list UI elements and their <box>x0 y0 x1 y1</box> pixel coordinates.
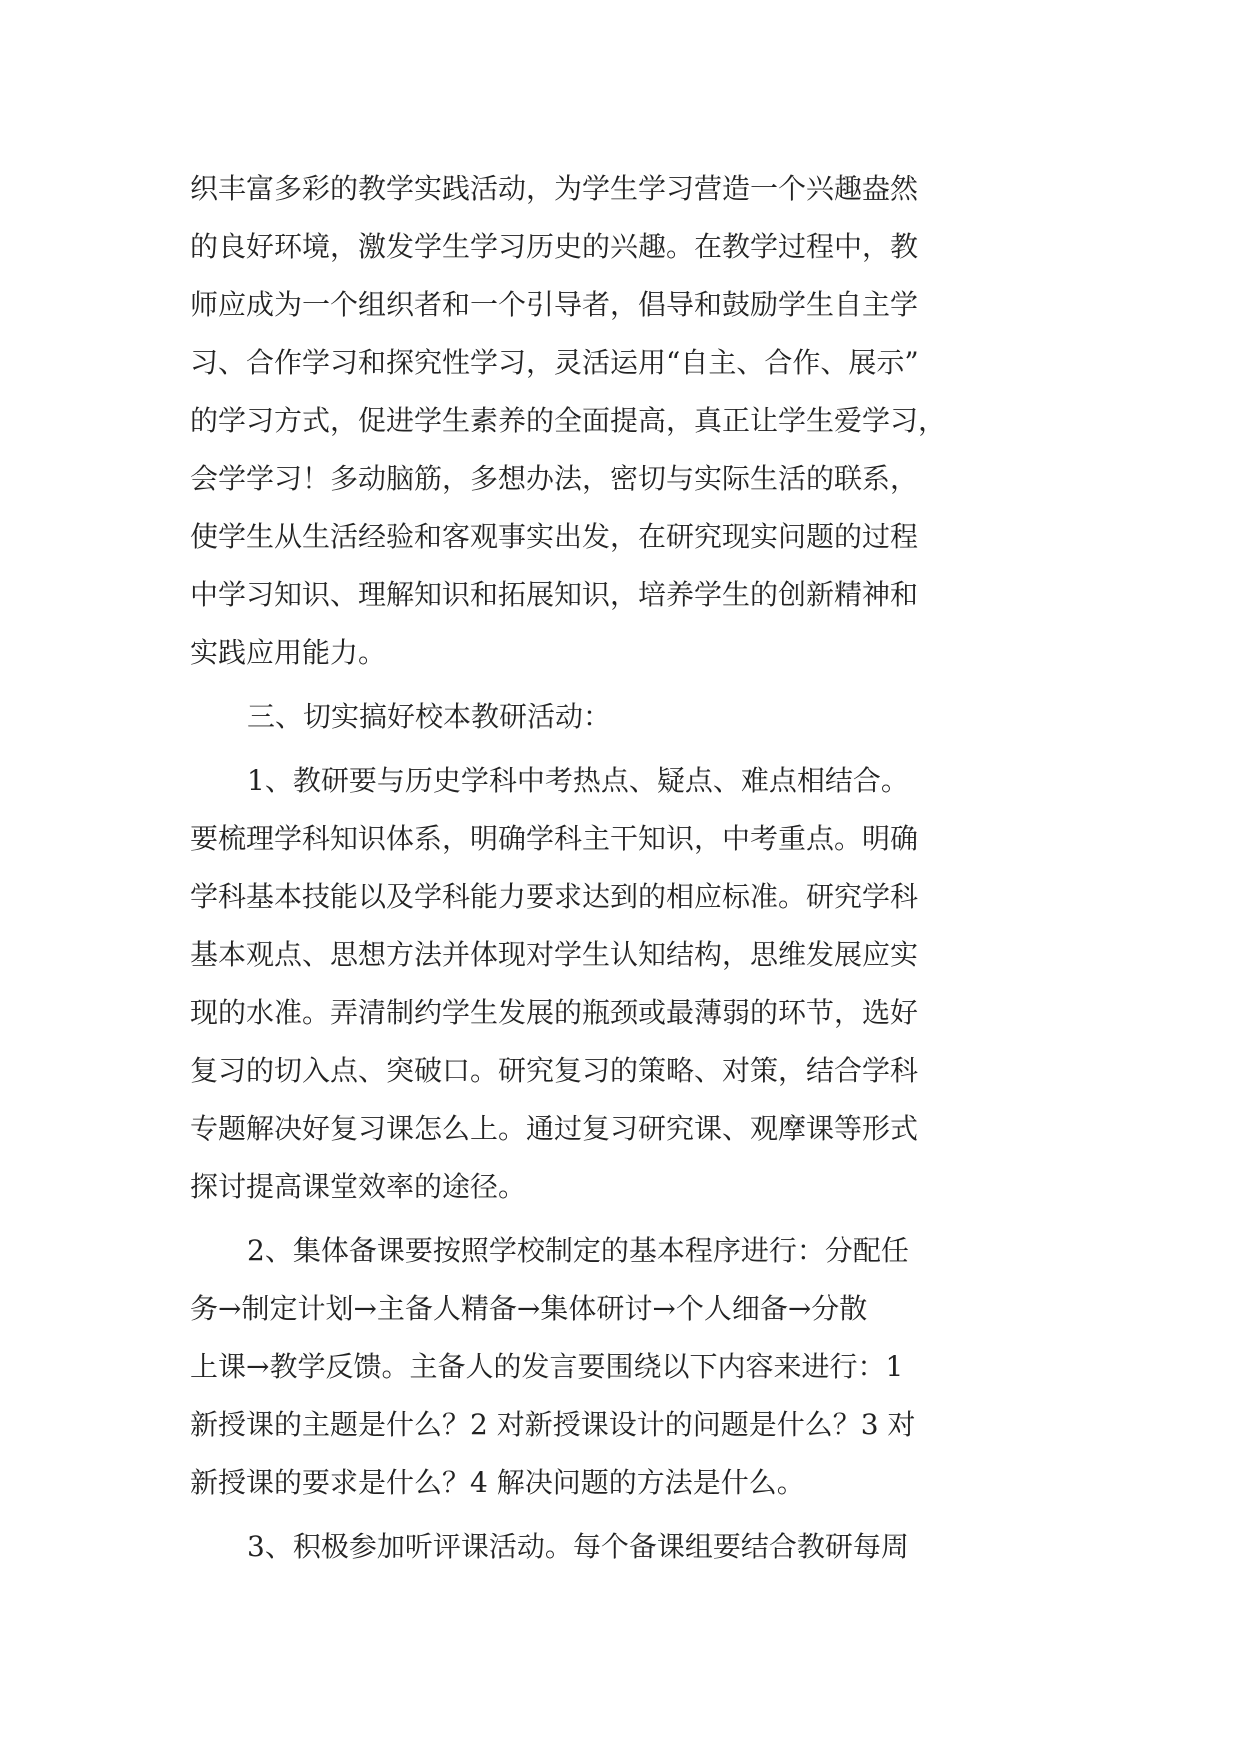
text-line: 师应成为一个组织者和一个引导者，倡导和鼓励学生自主学 <box>190 288 919 321</box>
text-line: 三、切实搞好校本教研活动： <box>247 700 612 733</box>
text-line: 中学习知识、理解知识和拓展知识，培养学生的创新精神和 <box>190 578 919 611</box>
text-line: 上课→教学反馈。主备人的发言要围绕以下内容来进行：1 <box>190 1350 904 1383</box>
text-line: 1、教研要与历史学科中考热点、疑点、难点相结合。 <box>247 764 909 797</box>
text-line: 会学学习！多动脑筋，多想办法，密切与实际生活的联系， <box>190 462 919 495</box>
body-text <box>190 160 1060 1576</box>
text-line: 探讨提高课堂效率的途径。 <box>190 1170 527 1203</box>
text-line: 使学生从生活经验和客观事实出发，在研究现实问题的过程 <box>190 520 919 553</box>
text-line: 专题解决好复习课怎么上。通过复习研究课、观摩课等形式 <box>190 1112 919 1145</box>
text-line: 习、合作学习和探究性学习，灵活运用“自主、合作、展示” <box>190 346 919 379</box>
text-line: 3、积极参加听评课活动。每个备课组要结合教研每周 <box>247 1530 909 1563</box>
text-line: 的学习方式，促进学生素养的全面提高，真正让学生爱学习， <box>190 404 947 437</box>
text-line: 现的水准。弄清制约学生发展的瓶颈或最薄弱的环节，选好 <box>190 996 919 1029</box>
text-line: 织丰富多彩的教学实践活动，为学生学习营造一个兴趣盎然 <box>190 172 919 205</box>
paragraph <box>190 752 1060 1216</box>
text-line: 基本观点、思想方法并体现对学生认知结构，思维发展应实 <box>190 938 919 971</box>
text-line: 务→制定计划→主备人精备→集体研讨→个人细备→分散 <box>190 1292 868 1325</box>
paragraph <box>190 160 1060 682</box>
text-line: 新授课的要求是什么？4 解决问题的方法是什么。 <box>190 1466 805 1499</box>
text-line: 2、集体备课要按照学校制定的基本程序进行：分配任 <box>247 1234 909 1267</box>
text-line: 复习的切入点、突破口。研究复习的策略、对策，结合学科 <box>190 1054 919 1087</box>
text-line: 新授课的主题是什么？2 对新授课设计的问题是什么？3 对 <box>190 1408 916 1441</box>
paragraph <box>190 1518 1060 1576</box>
paragraph <box>190 688 1060 746</box>
text-line: 学科基本技能以及学科能力要求达到的相应标准。研究学科 <box>190 880 919 913</box>
text-line: 的良好环境，激发学生学习历史的兴趣。在教学过程中，教 <box>190 230 919 263</box>
text-line: 要梳理学科知识体系，明确学科主干知识，中考重点。明确 <box>190 822 919 855</box>
text-line: 实践应用能力。 <box>190 636 387 669</box>
paragraph <box>190 1222 1060 1512</box>
